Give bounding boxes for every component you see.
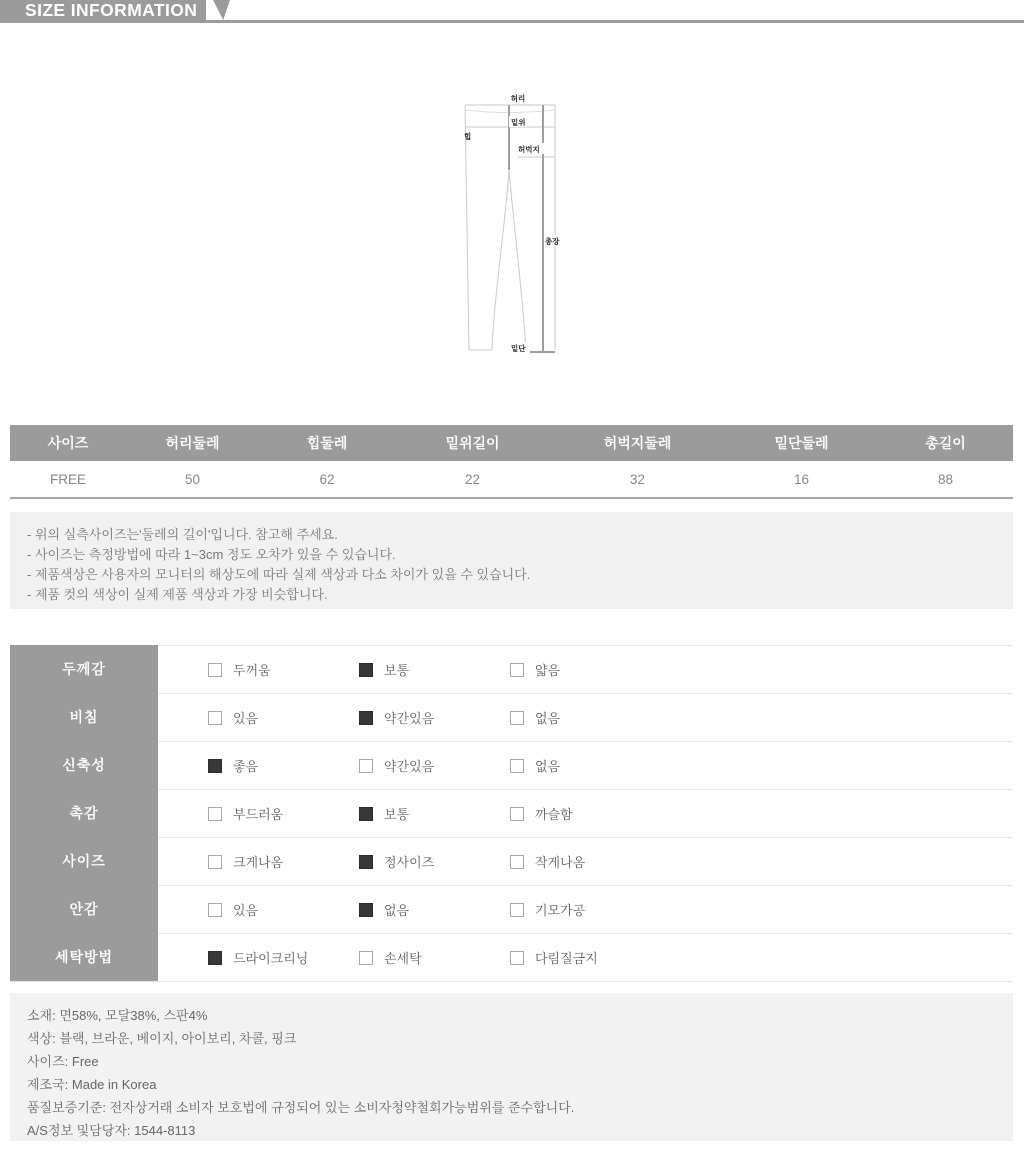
- feature-options: [158, 933, 1013, 981]
- feature-options: [158, 693, 1013, 741]
- feature-option: [359, 948, 510, 967]
- header-bar: [0, 0, 206, 23]
- feature-option: [359, 852, 510, 871]
- size-col-header: 사이즈: [10, 425, 126, 461]
- feature-option-label: 있음: [233, 903, 259, 918]
- feature-label: 두께감: [10, 645, 158, 693]
- feature-option: [208, 900, 359, 919]
- checkbox-checked-icon: [359, 711, 373, 725]
- feature-option-label: 없음: [384, 903, 410, 918]
- feature-row: [10, 885, 1013, 933]
- checkbox-unchecked-icon: [208, 711, 222, 725]
- feature-row: [10, 741, 1013, 789]
- note-line: - 제품 컷의 색상이 실제 제품 색상과 가장 비슷합니다.: [27, 587, 328, 602]
- feature-option: [208, 948, 359, 967]
- size-value-cell: FREE: [10, 461, 126, 498]
- feature-option: [359, 756, 510, 775]
- checkbox-unchecked-icon: [510, 903, 524, 917]
- size-col-header: 밑위길이: [395, 425, 550, 461]
- product-info-line: 소재: 면58%, 모달38%, 스판4%: [27, 1008, 208, 1023]
- feature-option-label: 좋음: [233, 759, 259, 774]
- checkbox-unchecked-icon: [208, 903, 222, 917]
- checkbox-unchecked-icon: [510, 951, 524, 965]
- size-col-header: 밑단둘레: [725, 425, 878, 461]
- feature-option: [510, 900, 661, 919]
- size-col-header: 힙둘레: [259, 425, 395, 461]
- measurement-notes: [10, 512, 1013, 609]
- checkbox-checked-icon: [359, 903, 373, 917]
- feature-option: [510, 708, 661, 727]
- checkbox-unchecked-icon: [208, 663, 222, 677]
- feature-option: [510, 756, 661, 775]
- product-info-line: 제조국: Made in Korea: [27, 1077, 157, 1092]
- size-value-cell: 62: [259, 461, 395, 498]
- pants-diagram: [452, 88, 564, 360]
- feature-row: [10, 789, 1013, 837]
- feature-label: 세탁방법: [10, 933, 158, 981]
- checkbox-checked-icon: [208, 951, 222, 965]
- checkbox-unchecked-icon: [510, 759, 524, 773]
- feature-option-label: 없음: [535, 711, 561, 726]
- checkbox-unchecked-icon: [510, 855, 524, 869]
- checkbox-unchecked-icon: [510, 711, 524, 725]
- feature-option: [208, 708, 359, 727]
- checkbox-unchecked-icon: [510, 663, 524, 677]
- size-table-head: [10, 425, 1013, 461]
- feature-option-label: 기모가공: [535, 903, 586, 918]
- feature-option-label: 까슬함: [535, 807, 573, 822]
- size-value-cell: 16: [725, 461, 878, 498]
- checkbox-checked-icon: [359, 855, 373, 869]
- size-col-header: 총길이: [878, 425, 1013, 461]
- feature-option: [510, 948, 661, 967]
- pants-outline-svg: [452, 88, 564, 360]
- feature-option-label: 얇음: [535, 663, 561, 678]
- feature-option: [510, 660, 661, 679]
- feature-option-label: 작게나옴: [535, 855, 586, 870]
- note-line: - 위의 실측사이즈는'둘레의 길이'입니다. 참고해 주세요.: [27, 527, 338, 542]
- feature-row: [10, 693, 1013, 741]
- feature-option: [359, 804, 510, 823]
- checkbox-unchecked-icon: [208, 855, 222, 869]
- feature-option-label: 없음: [535, 759, 561, 774]
- size-value-cell: 50: [126, 461, 259, 498]
- note-line: - 사이즈는 측정방법에 따라 1~3cm 정도 오차가 있을 수 있습니다.: [27, 547, 396, 562]
- feature-option-label: 다림질금지: [535, 951, 598, 966]
- feature-option-label: 드라이크리닝: [233, 951, 309, 966]
- feature-option: [510, 852, 661, 871]
- feature-option-label: 보통: [384, 807, 410, 822]
- checkbox-checked-icon: [359, 807, 373, 821]
- crotch-depth-label: 밑위: [511, 118, 526, 127]
- hip-label: 힙: [464, 132, 472, 141]
- checkbox-checked-icon: [208, 759, 222, 773]
- feature-option: [510, 804, 661, 823]
- checkbox-unchecked-icon: [208, 807, 222, 821]
- size-table-header-row: [10, 425, 1013, 461]
- size-table: [10, 425, 1013, 499]
- checkbox-unchecked-icon: [359, 951, 373, 965]
- checkbox-unchecked-icon: [359, 759, 373, 773]
- feature-options: [158, 789, 1013, 837]
- feature-label: 비침: [10, 693, 158, 741]
- size-col-header: 허리둘레: [126, 425, 259, 461]
- feature-option: [208, 756, 359, 775]
- size-col-header: 허벅지둘레: [550, 425, 725, 461]
- feature-options: [158, 741, 1013, 789]
- feature-options: [158, 885, 1013, 933]
- feature-options: [158, 837, 1013, 885]
- size-value-cell: 32: [550, 461, 725, 498]
- hem-label: 밑단: [511, 344, 526, 353]
- feature-option: [359, 900, 510, 919]
- page-title: SIZE INFORMATION: [25, 0, 198, 20]
- thigh-label: 허벅지: [518, 145, 540, 154]
- feature-option-label: 정사이즈: [384, 855, 435, 870]
- left-inner-leg-line: [492, 170, 509, 350]
- feature-option-label: 크게나옴: [233, 855, 284, 870]
- feature-option-label: 보통: [384, 663, 410, 678]
- feature-label: 사이즈: [10, 837, 158, 885]
- feature-row: [10, 645, 1013, 693]
- feature-option-label: 약간있음: [384, 759, 435, 774]
- feature-row: [10, 837, 1013, 885]
- product-info-line: 사이즈: Free: [27, 1054, 99, 1069]
- features-bottom-border: [10, 981, 1013, 982]
- checkbox-checked-icon: [359, 663, 373, 677]
- feature-option-label: 있음: [233, 711, 259, 726]
- product-info-line: A/S정보 및담당자: 1544-8113: [27, 1123, 196, 1138]
- feature-option: [359, 708, 510, 727]
- feature-option: [208, 804, 359, 823]
- size-table-row: [10, 461, 1013, 498]
- feature-label: 신축성: [10, 741, 158, 789]
- left-outer-leg-line: [464, 105, 472, 350]
- size-table-body: [10, 461, 1013, 498]
- feature-option-label: 손세탁: [384, 951, 422, 966]
- size-value-cell: 22: [395, 461, 550, 498]
- feature-label: 촉감: [10, 789, 158, 837]
- feature-option: [208, 660, 359, 679]
- features-table: [10, 645, 1013, 982]
- size-value-cell: 88: [878, 461, 1013, 498]
- product-info: [10, 993, 1013, 1141]
- total-length-label: 총장: [545, 237, 560, 246]
- feature-option: [208, 852, 359, 871]
- feature-options: [158, 645, 1013, 693]
- feature-row: [10, 933, 1013, 981]
- waist-label: 허리: [510, 94, 526, 103]
- checkbox-unchecked-icon: [510, 807, 524, 821]
- product-info-line: 색상: 블랙, 브라운, 베이지, 아이보리, 차콜, 핑크: [27, 1031, 297, 1046]
- header-accent-shape: [213, 0, 230, 20]
- feature-option: [359, 660, 510, 679]
- note-line: - 제품색상은 사용자의 모니터의 해상도에 따라 실제 색상과 다소 차이가 있을 수 있습니다.: [27, 567, 531, 582]
- feature-option-label: 부드러움: [233, 807, 284, 822]
- right-inner-leg-line: [509, 170, 526, 350]
- feature-option-label: 두꺼움: [233, 663, 271, 678]
- feature-label: 안감: [10, 885, 158, 933]
- product-info-line: 품질보증기준: 전자상거래 소비자 보호법에 규정되어 있는 소비자청약철회가능범위를 준수합니다.: [27, 1100, 575, 1115]
- feature-option-label: 약간있음: [384, 711, 435, 726]
